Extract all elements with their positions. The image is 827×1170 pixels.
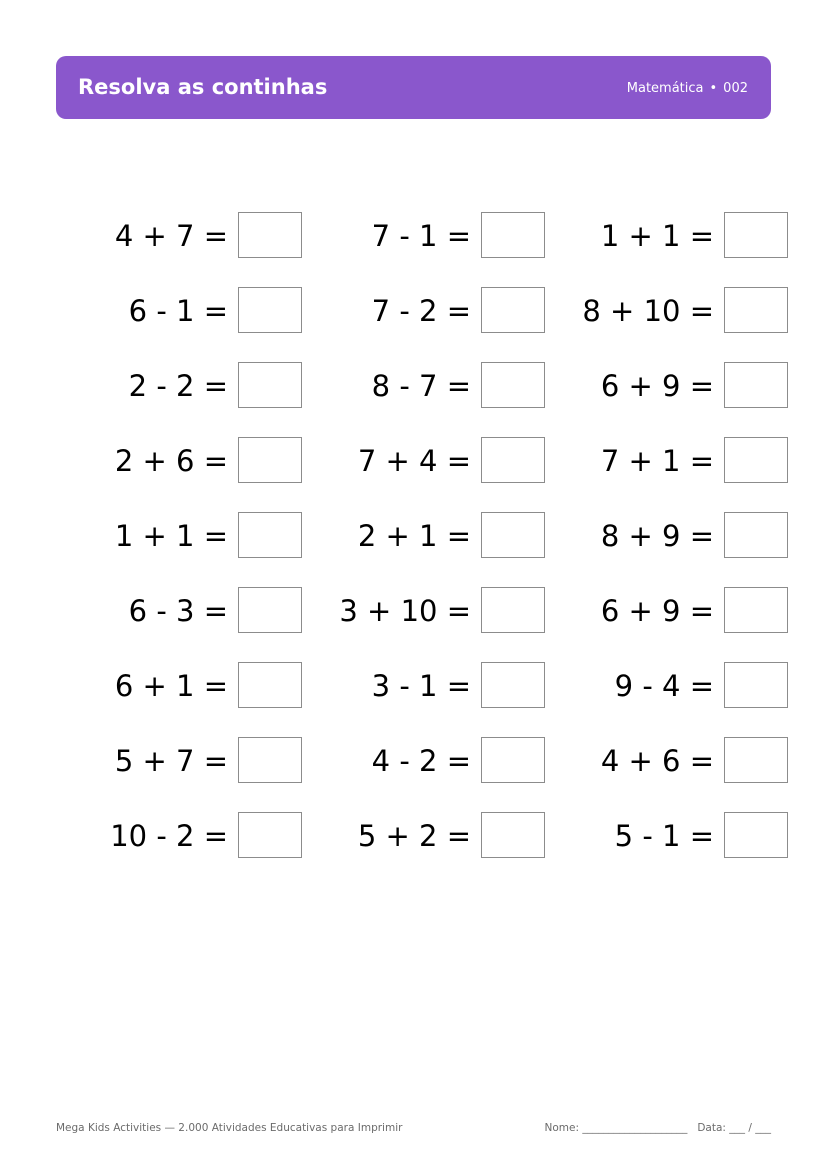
problem-row xyxy=(0,437,827,512)
problem-row xyxy=(0,512,827,587)
problem-expression: 2 + 6 = xyxy=(114,444,228,478)
meta-separator: • xyxy=(709,81,718,96)
problem-expression: 6 + 9 = xyxy=(600,369,714,403)
answer-box[interactable] xyxy=(724,587,788,633)
answer-box[interactable] xyxy=(724,812,788,858)
footer-fields xyxy=(544,1122,771,1134)
problem-expression: 6 - 1 = xyxy=(128,294,228,328)
problem-expression: 7 - 2 = xyxy=(371,294,471,328)
problem-row xyxy=(0,587,827,662)
problem-row xyxy=(0,362,827,437)
header-banner xyxy=(56,56,771,119)
problem-grid xyxy=(0,212,827,887)
answer-box[interactable] xyxy=(724,287,788,333)
problem xyxy=(0,212,788,258)
problem-expression: 4 - 2 = xyxy=(371,744,471,778)
problem-expression: 8 + 9 = xyxy=(600,519,714,553)
problem-expression: 1 + 1 = xyxy=(114,519,228,553)
answer-box[interactable] xyxy=(724,662,788,708)
problem-expression: 4 + 7 = xyxy=(114,219,228,253)
problem-row xyxy=(0,662,827,737)
date-field[interactable]: Data: ___ / ___ xyxy=(697,1122,771,1134)
problem xyxy=(0,512,788,558)
problem xyxy=(0,662,788,708)
problem xyxy=(0,737,788,783)
problem-expression: 7 + 1 = xyxy=(600,444,714,478)
problem-expression: 5 - 1 = xyxy=(614,819,714,853)
problem-expression: 3 + 10 = xyxy=(339,594,471,628)
page-title: Resolva as continhas xyxy=(78,75,328,99)
problem-expression: 2 + 1 = xyxy=(357,519,471,553)
problem-expression: 1 + 1 = xyxy=(600,219,714,253)
problem xyxy=(0,812,788,858)
problem-expression: 6 + 1 = xyxy=(114,669,228,703)
worksheet-number: 002 xyxy=(723,81,748,96)
problem xyxy=(0,287,788,333)
problem-expression: 2 - 2 = xyxy=(128,369,228,403)
answer-box[interactable] xyxy=(724,437,788,483)
answer-box[interactable] xyxy=(724,737,788,783)
answer-box[interactable] xyxy=(724,512,788,558)
problem-expression: 6 - 3 = xyxy=(128,594,228,628)
header-meta xyxy=(627,81,748,96)
problem-row xyxy=(0,212,827,287)
problem-expression: 7 - 1 = xyxy=(371,219,471,253)
problem-expression: 8 + 10 = xyxy=(582,294,714,328)
problem-expression: 4 + 6 = xyxy=(600,744,714,778)
problem-row xyxy=(0,812,827,887)
problem-expression: 6 + 9 = xyxy=(600,594,714,628)
problem-row xyxy=(0,737,827,812)
problem-expression: 8 - 7 = xyxy=(371,369,471,403)
problem xyxy=(0,362,788,408)
footer-credit: Mega Kids Activities — 2.000 Atividades Educativas para Imprimir xyxy=(56,1122,403,1134)
name-field[interactable]: Nome: ____________________ xyxy=(544,1122,688,1134)
answer-box[interactable] xyxy=(724,362,788,408)
problem-expression: 5 + 2 = xyxy=(357,819,471,853)
problem xyxy=(0,587,788,633)
problem-expression: 3 - 1 = xyxy=(371,669,471,703)
problem-expression: 9 - 4 = xyxy=(614,669,714,703)
problem-expression: 10 - 2 = xyxy=(110,819,228,853)
footer xyxy=(56,1122,771,1138)
problem-row xyxy=(0,287,827,362)
problem-expression: 7 + 4 = xyxy=(357,444,471,478)
answer-box[interactable] xyxy=(724,212,788,258)
problem xyxy=(0,437,788,483)
problem-expression: 5 + 7 = xyxy=(114,744,228,778)
subject-label: Matemática xyxy=(626,81,704,96)
